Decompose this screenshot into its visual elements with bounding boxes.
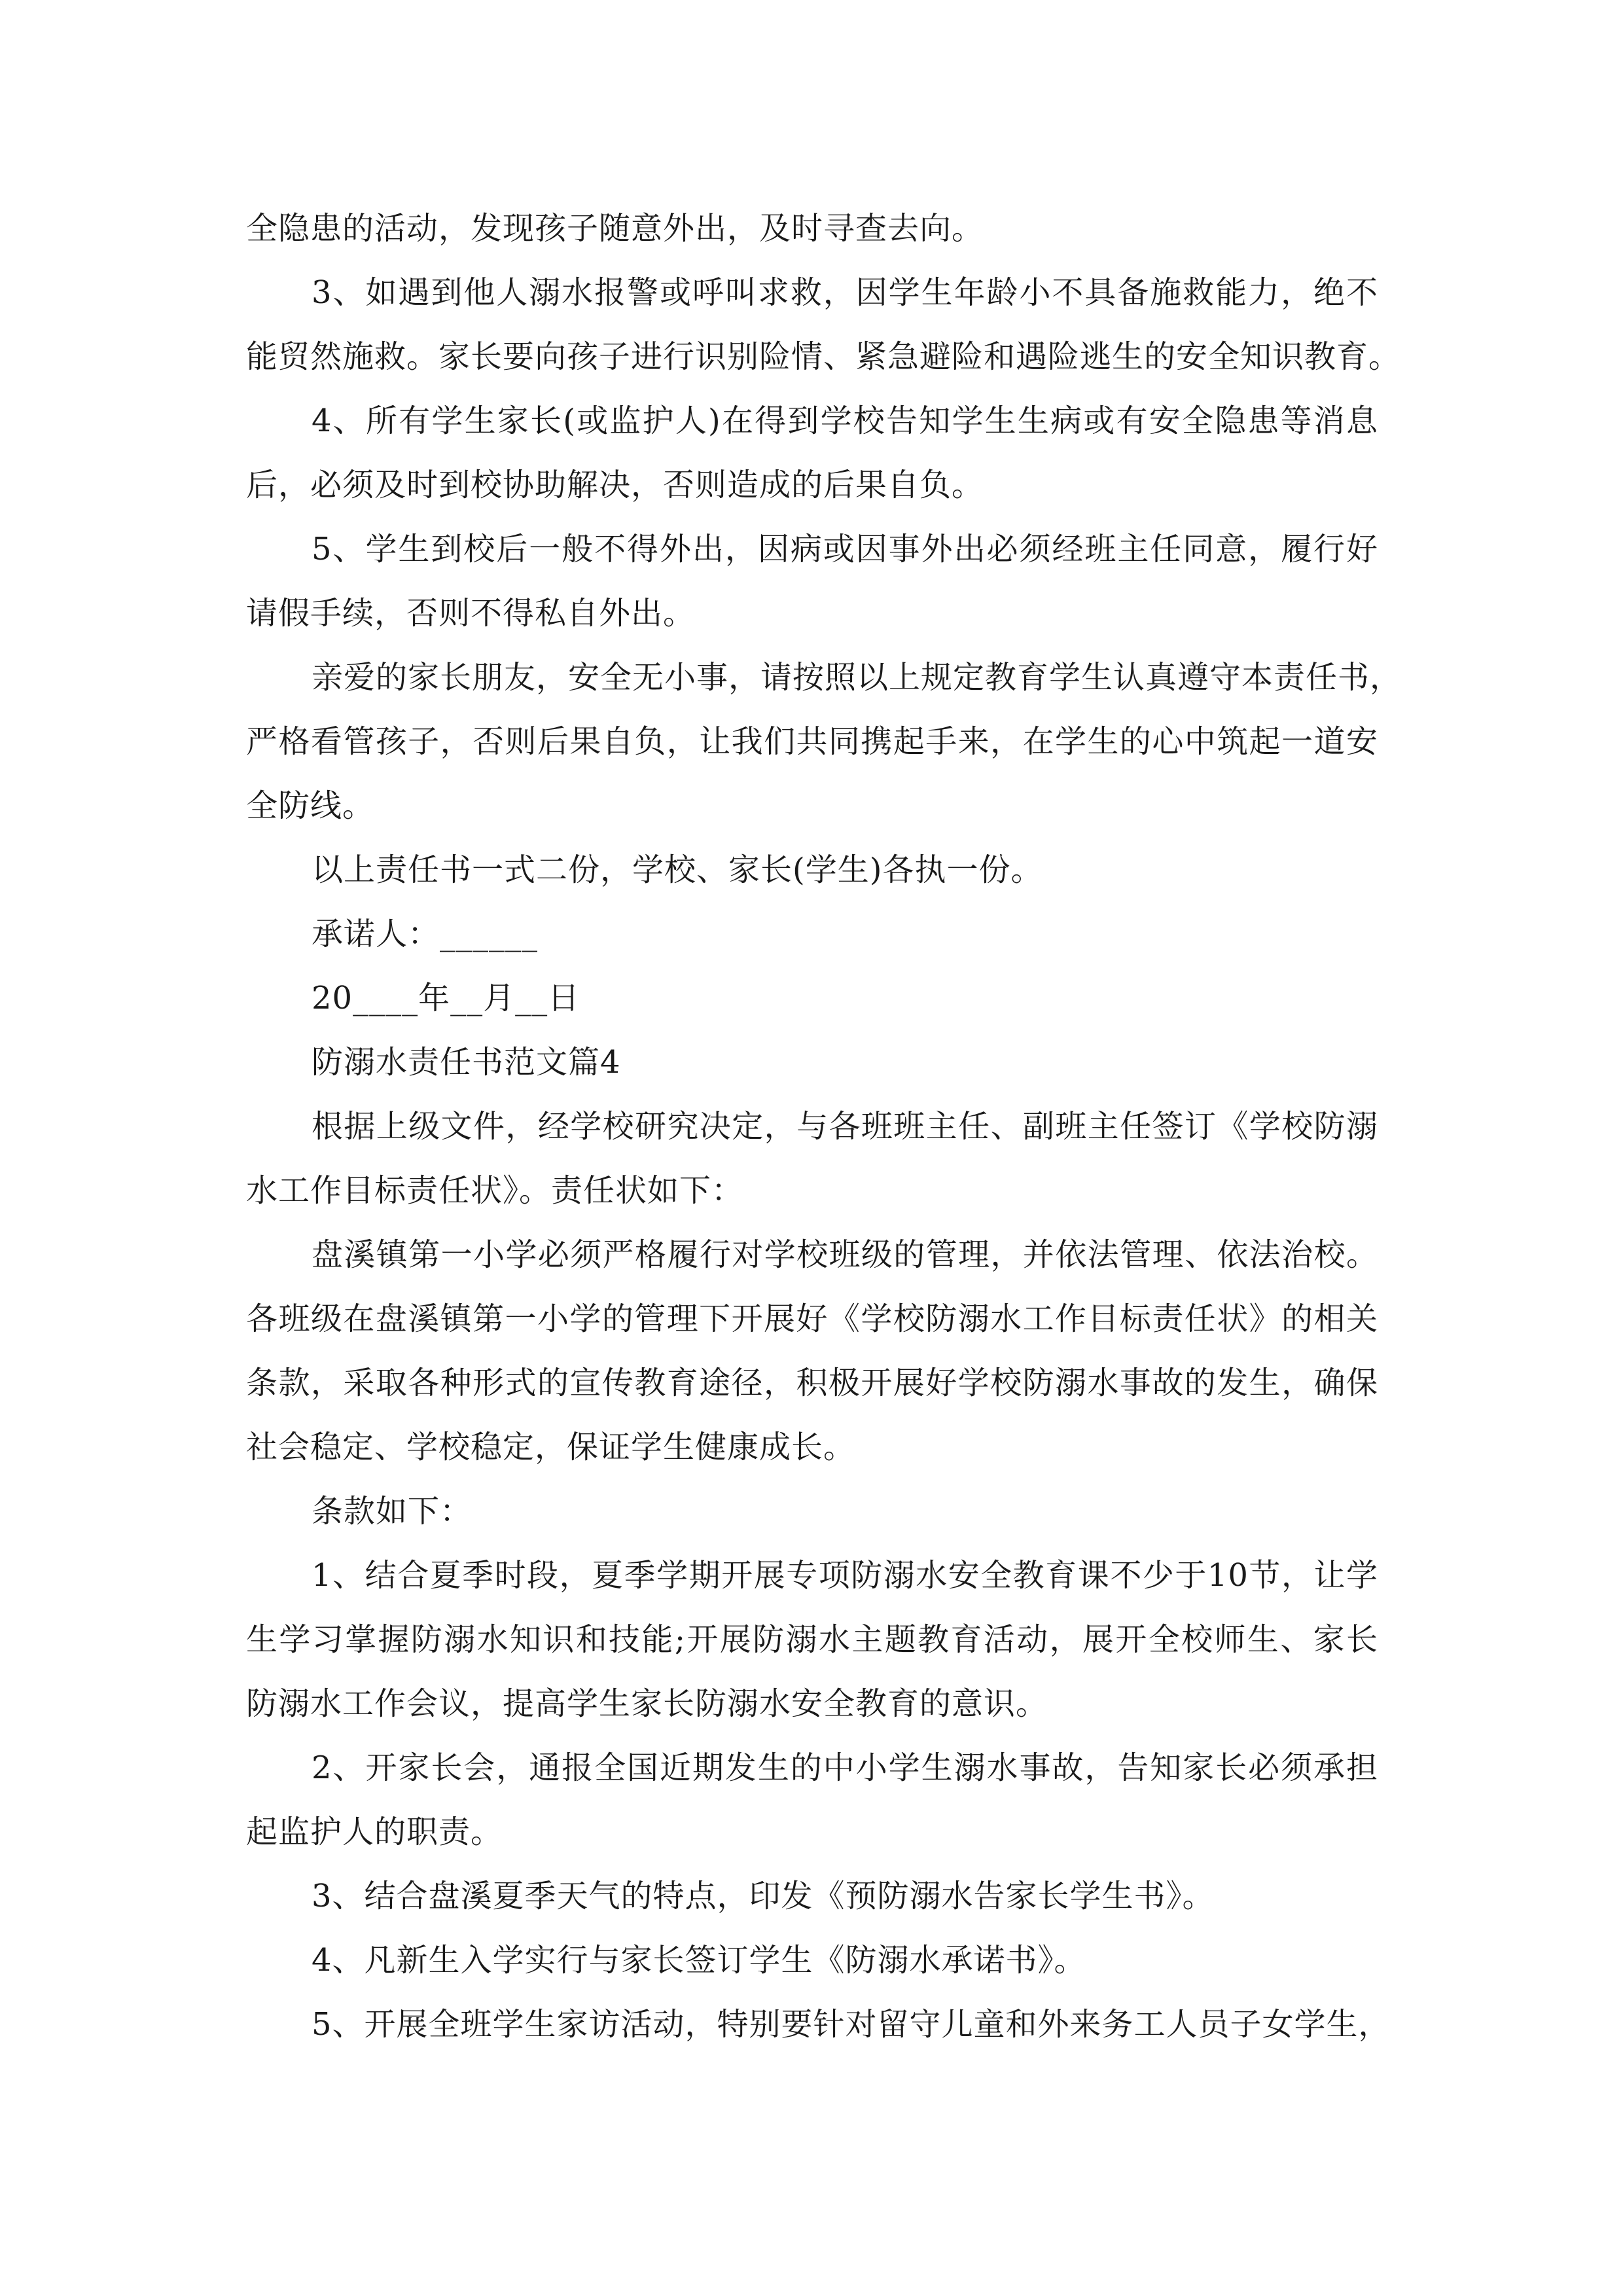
date-line: 20____年__月__日: [312, 980, 580, 1016]
paragraph-line: 全防线。: [246, 787, 375, 824]
paragraph-line: 根据上级文件，经学校研究决定，与各班班主任、副班主任签订《学校防溺: [312, 1108, 1378, 1145]
paragraph-line: 盘溪镇第一小学必须严格履行对学校班级的管理，并依法管理、依法治校。: [312, 1236, 1378, 1273]
paragraph-line: 1、结合夏季时段，夏季学期开展专项防溺水安全教育课不少于10节，让学: [312, 1557, 1378, 1594]
paragraph-line: 2、开家长会，通报全国近期发生的中小学生溺水事故，告知家长必须承担: [312, 1749, 1378, 1786]
paragraph-line: 能贸然施救。家长要向孩子进行识别险情、紧急避险和遇险逃生的安全知识教育。: [246, 338, 1401, 375]
paragraph-line: 严格看管孩子，否则后果自负，让我们共同携起手来，在学生的心中筑起一道安: [246, 723, 1378, 760]
paragraph-line: 各班级在盘溪镇第一小学的管理下开展好《学校防溺水工作目标责任状》的相关: [246, 1300, 1378, 1337]
paragraph-line: 条款如下：: [312, 1493, 473, 1530]
paragraph-line: 后，必须及时到校协助解决，否则造成的后果自负。: [246, 467, 984, 503]
paragraph-line: 亲爱的家长朋友，安全无小事，请按照以上规定教育学生认真遵守本责任书，: [312, 659, 1402, 696]
paragraph-line: 4、所有学生家长(或监护人)在得到学校告知学生生病或有安全隐患等消息: [312, 403, 1378, 439]
paragraph-line: 请假手续，否则不得私自外出。: [246, 595, 696, 632]
paragraph-line: 以上责任书一式二份，学校、家长(学生)各执一份。: [312, 852, 1043, 888]
paragraph-line: 5、开展全班学生家访活动，特别要针对留守儿童和外来务工人员子女学生，: [312, 2006, 1391, 2043]
paragraph-line: 社会稳定、学校稳定，保证学生健康成长。: [246, 1429, 856, 1465]
paragraph-line: 水工作目标责任状》。责任状如下：: [246, 1172, 744, 1209]
paragraph-line: 生学习掌握防溺水知识和技能;开展防溺水主题教育活动，展开全校师生、家长: [246, 1621, 1378, 1658]
section-heading: 防溺水责任书范文篇4: [312, 1044, 621, 1081]
paragraph-line: 起监护人的职责。: [246, 1814, 503, 1850]
paragraph-line: 4、凡新生入学实行与家长签订学生《防溺水承诺书》。: [312, 1942, 1086, 1979]
paragraph-line: 条款，采取各种形式的宣传教育途径，积极开展好学校防溺水事故的发生，确保: [246, 1365, 1378, 1401]
paragraph-line: 3、结合盘溪夏季天气的特点，印发《预防溺水告家长学生书》。: [312, 1878, 1215, 1914]
paragraph-line: 全隐患的活动，发现孩子随意外出，及时寻查去向。: [246, 210, 984, 247]
document-body: [246, 196, 1402, 2056]
paragraph-line: 防溺水工作会议，提高学生家长防溺水安全教育的意识。: [246, 1685, 1048, 1722]
signature-line: 承诺人：______: [312, 916, 539, 952]
paragraph-line: 3、如遇到他人溺水报警或呼叫求救，因学生年龄小不具备施救能力，绝不: [312, 274, 1378, 311]
paragraph-line: 5、学生到校后一般不得外出，因病或因事外出必须经班主任同意，履行好: [312, 531, 1378, 567]
